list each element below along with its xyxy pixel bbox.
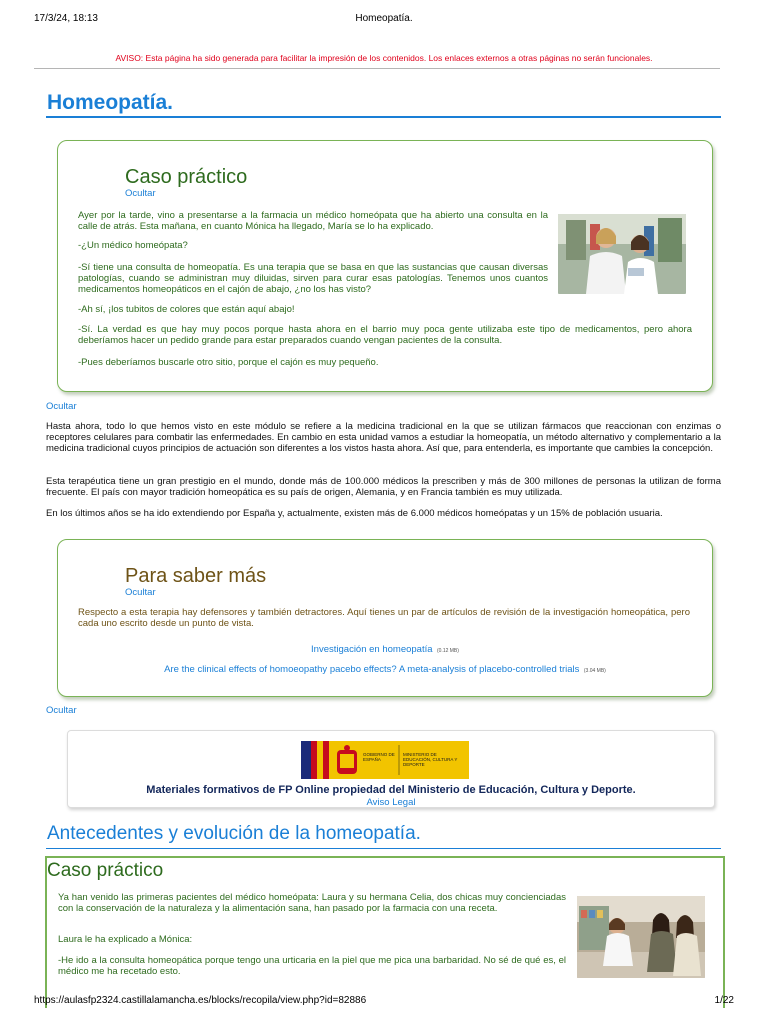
caso-practico-box — [57, 140, 713, 392]
print-title: Homeopatía. — [355, 13, 413, 24]
article-link-2[interactable]: Are the clinical effects of homoeopathy pacebo effects? A meta-analysis of placebo-controlled trials — [164, 664, 580, 675]
ocultar-toggle-caso[interactable]: Ocultar — [125, 188, 156, 199]
section2-underline — [46, 848, 721, 849]
ocultar-toggle-2[interactable]: Ocultar — [46, 705, 77, 716]
article-link-1-row — [58, 639, 712, 657]
para-saber-mas-title: Para saber más — [125, 565, 267, 587]
page-title: Homeopatía. — [47, 91, 174, 114]
section2-title: Antecedentes y evolución de la homeopatía. — [47, 823, 421, 844]
logo-gobierno-text: GOBIERNO DE ESPAÑA — [363, 752, 395, 762]
ocultar-toggle-psm[interactable]: Ocultar — [125, 587, 156, 598]
heading-underline — [46, 116, 721, 118]
para-saber-mas-text: Respecto a esta terapia hay defensores y también detractores. Aquí tienes un par de artículos de revisión de la investigación homeopática, pero cada uno escrito desde un punto de vista. — [78, 607, 690, 629]
caso2-paragraph-1: Ya han venido las primeras pacientes del médico homeópata: Laura y su hermana Celia, dos chicas muy concienciadas con la conservación de la naturaleza y la alimentación sana, han pasado por la farmacia con una receta. — [58, 892, 566, 914]
caso-paragraph-2: -¿Un médico homeópata? — [78, 240, 188, 251]
print-timestamp: 17/3/24, 18:13 — [34, 13, 98, 24]
print-url: https://aulasfp2324.castillalamancha.es/blocks/recopila/view.php?id=82886 — [34, 995, 367, 1006]
caso-paragraph-1: Ayer por la tarde, vino a presentarse a la farmacia un médico homeópata que ha abierto una consulta en la calle de atrás. Esta mañana, en cuanto Mónica ha llegado, María se lo ha explicado. — [78, 210, 548, 232]
ocultar-toggle-1[interactable]: Ocultar — [46, 401, 77, 412]
pharmacists-photo — [558, 214, 686, 294]
print-header — [34, 13, 734, 27]
body-paragraph-2: Esta terapéutica tiene un gran prestigio en el mundo, donde más de 100.000 médicos la prescriben y más de 300 millones de personas la utilizan de forma frecuente. El país con mayor tradición homeopática es su país de origen, Alemania, y en Francia también es muy utilizada. — [46, 476, 721, 498]
caso-paragraph-4: -Ah sí, ¡los tubitos de colores que están aquí abajo! — [78, 304, 295, 315]
caso-paragraph-5: -Sí. La verdad es que hay muy pocos porque hasta ahora en el barrio muy poca gente utilizaba este tipo de medicamentos, pero ahora deberíamos hacer un pedido grande para estar preparados cuando vengan pacientes de la consulta. — [78, 324, 692, 346]
caso2-paragraph-3: -He ido a la consulta homeopática porque tengo una urticaria en la piel que me pica una barbaridad. No sé de qué es, el médico me ha recetado esto. — [58, 955, 566, 977]
aviso-notice: AVISO: Esta página ha sido generada para facilitar la impresión de los contenidos. Los enlaces externos a otras páginas no serán funcionales. — [115, 53, 653, 63]
caso-paragraph-6: -Pues deberíamos buscarle otro sitio, porque el cajón es muy pequeño. — [78, 357, 379, 368]
divider — [34, 68, 720, 69]
ministry-footer-text: Materiales formativos de FP Online propiedad del Ministerio de Educación, Cultura y Deporte. — [146, 784, 636, 796]
caso2-paragraph-2: Laura le ha explicado a Mónica: — [58, 934, 193, 945]
body-paragraph-1: Hasta ahora, todo lo que hemos visto en este módulo se refiere a la medicina tradicional en la que se utilizan fármacos que reaccionan con enzimas o receptores celulares para combatir las enfermedades. En cambio en esta unidad vamos a estudiar la homeopatía, un método alternativo y complementario a la medicina tradicional cuyos principios de actuación son diferentes a los vistos hasta ahora. Así que, para entenderla, es importante que cambies la concepción. — [46, 421, 721, 454]
article-link-1[interactable]: Investigación en homeopatía — [311, 644, 433, 655]
pharmacy-counter-photo — [577, 896, 705, 978]
ministry-footer-box — [67, 730, 715, 808]
caso-practico-title: Caso práctico — [125, 166, 248, 188]
article-link-2-size: (3.04 MB) — [583, 668, 606, 674]
body-paragraph-3: En los últimos años se ha ido extendiendo por España y, actualmente, existen más de 6.000 médicos homeópatas y un 15% de población usuaria. — [46, 508, 663, 519]
caso-practico-2-title: Caso práctico — [47, 860, 164, 881]
page-number: 1/22 — [714, 995, 734, 1006]
logo-ministerio-text: MINISTERIO DE EDUCACIÓN, CULTURA Y DEPORTE — [403, 752, 458, 767]
aviso-legal-link[interactable]: Aviso Legal — [366, 797, 416, 808]
para-saber-mas-box — [57, 539, 713, 697]
ministry-logo — [301, 741, 469, 779]
print-footer — [34, 995, 734, 1006]
caso-paragraph-3: -Sí tiene una consulta de homeopatía. Es una terapia que se basa en que las sustancias que causan diversas patologías, cuando se administran muy diluidas, sirven para curar esas patologías. Tenemos unos cuantos medicamentos homeopáticos en el cajón de abajo, ¿no los has visto? — [78, 262, 548, 295]
article-link-1-size: (0.12 MB) — [436, 648, 459, 654]
article-link-2-row — [58, 659, 712, 677]
